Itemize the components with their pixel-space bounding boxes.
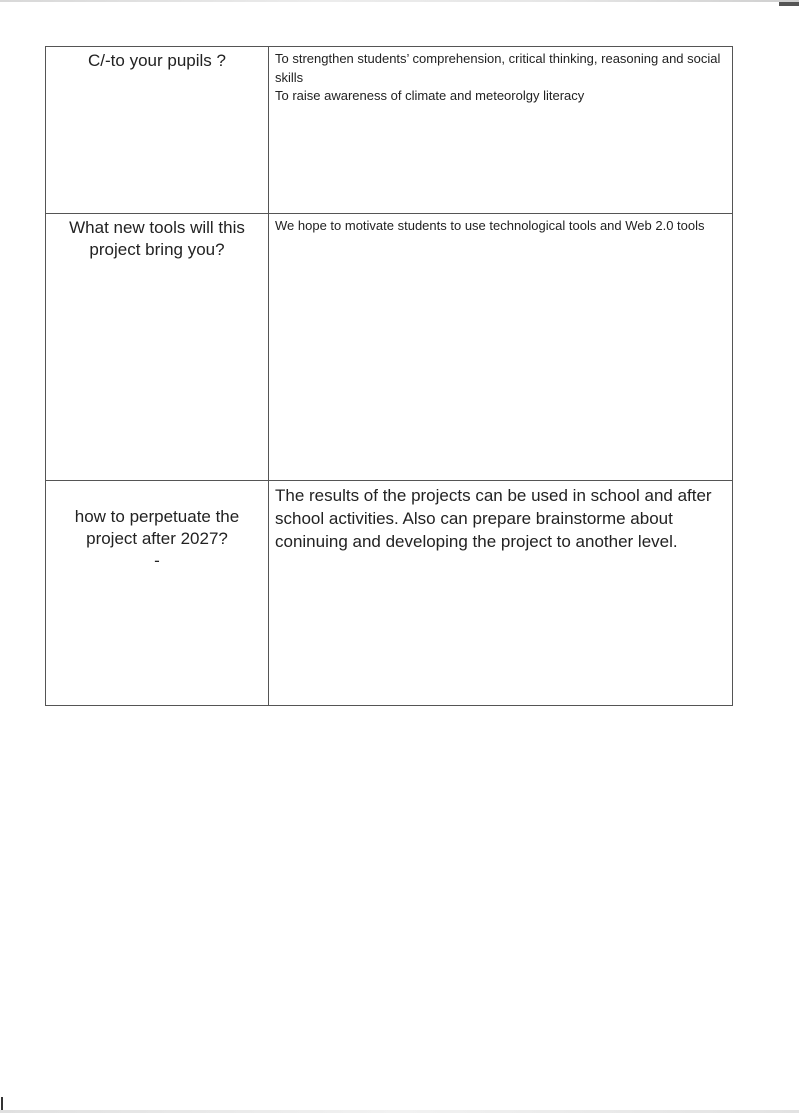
- question-cell: [46, 481, 269, 706]
- answer-cell: [269, 481, 733, 706]
- answer-line: To strengthen students’ comprehension, critical thinking, reasoning and social skills: [275, 51, 721, 85]
- question-new-tools: What new tools will this project bring you?: [69, 218, 245, 259]
- question-cell: [46, 47, 269, 214]
- questionnaire-table: [45, 46, 733, 706]
- table-row: [46, 47, 733, 214]
- question-cell: [46, 214, 269, 481]
- table-row: [46, 214, 733, 481]
- scan-corner-mark: [779, 2, 799, 6]
- table-row: [46, 481, 733, 706]
- question-perpetuate: [46, 481, 268, 594]
- answer-new-tools: We hope to motivate students to use technological tools and Web 2.0 tools: [275, 218, 705, 233]
- answer-perpetuate: The results of the projects can be used in school and after school activities. Also can prepare brainstorme about coninuing and developing the project to another level.: [275, 486, 712, 551]
- question-pupils: C/-to your pupils ?: [88, 51, 226, 70]
- scan-top-edge: [0, 0, 799, 2]
- answer-cell: [269, 214, 733, 481]
- answer-line: To raise awareness of climate and meteorolgy literacy: [275, 88, 585, 103]
- question-perpetuate-text: how to perpetuate the project after 2027?: [74, 507, 240, 548]
- answer-cell: [269, 47, 733, 214]
- question-dash-mark: -: [154, 551, 160, 570]
- answer-pupils: [269, 47, 732, 106]
